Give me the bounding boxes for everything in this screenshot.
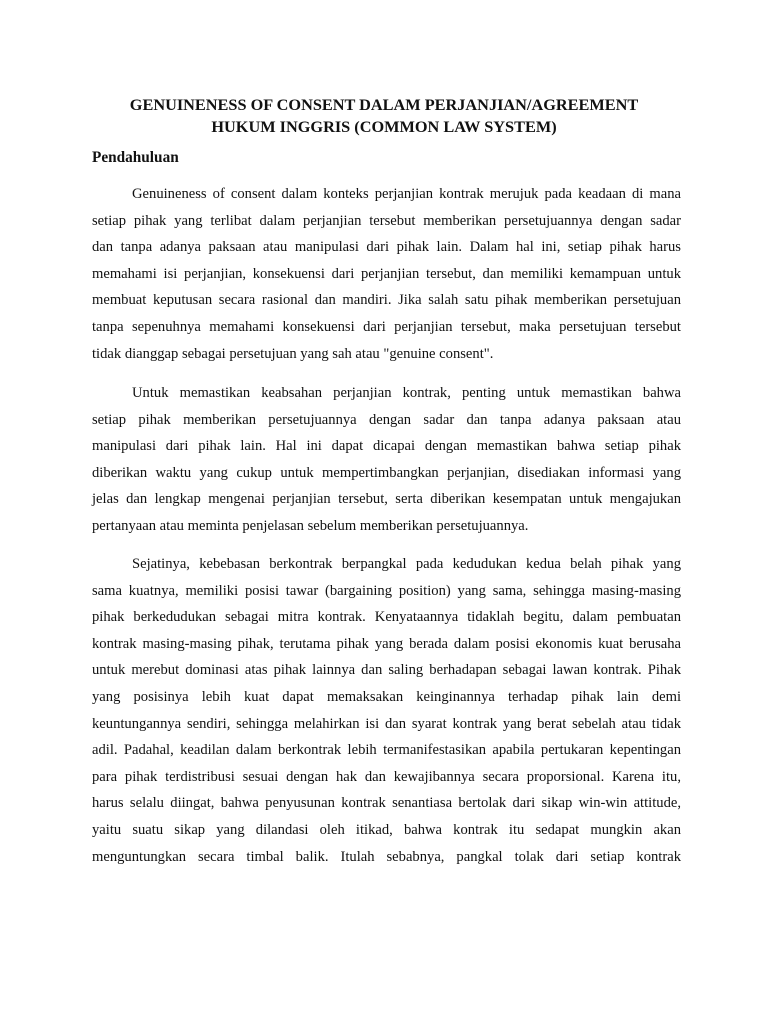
paragraph: [92, 181, 681, 367]
paragraph-line: setiap pihak memberikan persetujuannya dengan sadar dan tanpa adanya paksaan atau: [92, 411, 681, 428]
paragraph-line: setiap pihak yang terlibat dalam perjanjian tersebut memberikan persetujuannya dengan sadar: [92, 212, 681, 229]
paragraph: [92, 380, 681, 540]
section-heading: Pendahuluan: [92, 149, 179, 166]
paragraph-line: adil. Padahal, keadilan dalam berkontrak lebih termanifestasikan apabila pertukaran kepentingan: [92, 742, 681, 759]
paragraph-line: keuntungannya sendiri, sehingga melahirkan isi dan syarat kontrak yang berat sebelah atau tidak: [92, 715, 681, 732]
paragraph-line: yang posisinya lebih kuat dapat memaksakan keinginannya terhadap pihak lain demi: [92, 688, 681, 705]
paragraph-line: membuat keputusan secara rasional dan mandiri. Jika salah satu pihak memberikan persetujuan: [92, 292, 681, 309]
paragraph-line: untuk merebut dominasi atas pihak lainnya dan saling berhadapan sebagai lawan kontrak. Pihak: [92, 662, 681, 679]
paragraph-line: diberikan waktu yang cukup untuk mempertimbangkan perjanjian, disediakan informasi yang: [92, 464, 681, 481]
paragraph-line: sama kuatnya, memiliki posisi tawar (bargaining position) yang sama, sehingga masing-masing: [92, 582, 681, 599]
paragraph-line: memahami isi perjanjian, konsekuensi dari perjanjian tersebut, dan memiliki kemampuan untuk: [92, 265, 681, 282]
paragraph-line: pertanyaan atau meminta penjelasan sebelum memberikan persetujuannya.: [92, 517, 529, 534]
paragraph-line: Sejatinya, kebebasan berkontrak berpangkal pada kedudukan kedua belah pihak yang: [132, 556, 681, 572]
paragraph-line: kontrak masing-masing pihak, terutama pihak yang berada dalam posisi ekonomis kuat berusaha: [92, 635, 681, 652]
paragraph-line: Genuineness of consent dalam konteks perjanjian kontrak merujuk pada keadaan di mana: [132, 186, 681, 202]
paragraph-line: jelas dan lengkap mengenai perjanjian tersebut, serta diberikan kesempatan untuk mengajukan: [92, 491, 681, 508]
paragraph-line: Untuk memastikan keabsahan perjanjian kontrak, penting untuk memastikan bahwa: [132, 385, 681, 401]
paragraph: [92, 551, 681, 870]
paragraph-line: menguntungkan secara timbal balik. Itulah sebabnya, pangkal tolak dari setiap kontrak: [92, 848, 681, 865]
paragraph-line: tidak dianggap sebagai persetujuan yang sah atau "genuine consent".: [92, 345, 494, 362]
paragraph-line: para pihak terdistribusi sesuai dengan hak dan kewajibannya secara proporsional. Karena itu,: [92, 768, 681, 785]
paragraph-line: tanpa sepenuhnya memahami konsekuensi dari perjanjian tersebut, maka persetujuan tersebut: [92, 318, 681, 335]
document-title-line: HUKUM INGGRIS (COMMON LAW SYSTEM): [211, 117, 557, 136]
paragraph-line: pihak berkedudukan sebagai mitra kontrak. Kenyataannya tidaklah begitu, dalam pembuatan: [92, 609, 681, 626]
document-title-line: GENUINENESS OF CONSENT DALAM PERJANJIAN/AGREEMENT: [129, 95, 639, 114]
paragraph-line: harus selalu diingat, bahwa penyusunan kontrak senantiasa bertolak dari sikap win-win attitude,: [92, 795, 681, 812]
document-title: [60, 94, 708, 138]
paragraph-line: yaitu suatu sikap yang dilandasi oleh itikad, bahwa kontrak itu sedapat mungkin akan: [92, 821, 681, 838]
paragraph-line: manipulasi dari pihak lain. Hal ini dapat dicapai dengan memastikan bahwa setiap pihak: [92, 438, 681, 455]
paragraph-line: dan tanpa adanya paksaan atau manipulasi dari pihak lain. Dalam hal ini, setiap pihak harus: [92, 239, 681, 256]
